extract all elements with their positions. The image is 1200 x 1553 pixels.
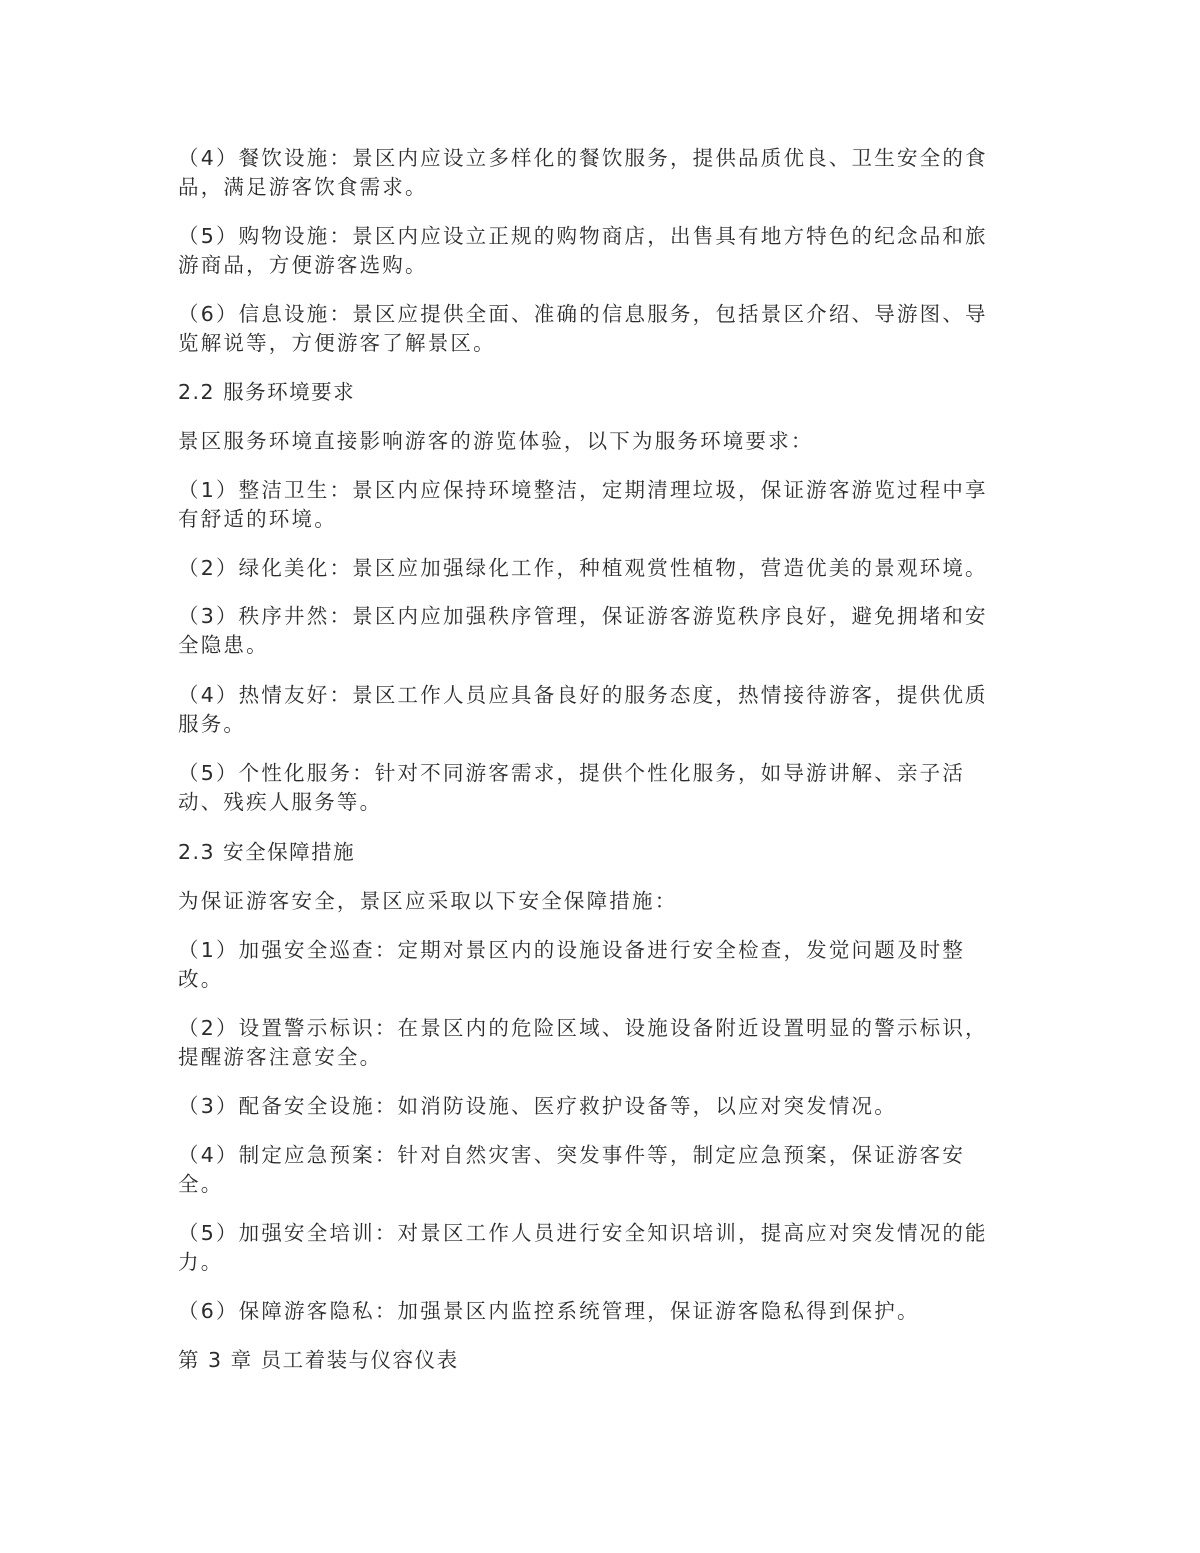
paragraph-safety-training-line-2: 力。	[178, 1250, 224, 1274]
paragraph-patrol-line-1: （1）加强安全巡查：定期对景区内的设施设备进行安全检查，发觉问题及时整	[178, 938, 966, 962]
paragraph-greening: （2）绿化美化：景区应加强绿化工作，种植观赏性植物，营造优美的景观环境。	[178, 556, 988, 580]
paragraph-warning-signs-line-2: 提醒游客注意安全。	[178, 1045, 383, 1069]
paragraph-friendly-line-1: （4）热情友好：景区工作人员应具备良好的服务态度，热情接待游客，提供优质	[178, 683, 988, 707]
paragraph-order-line-2: 全隐患。	[178, 633, 269, 657]
paragraph-shopping-line-1: （5）购物设施：景区内应设立正规的购物商店，出售具有地方特色的纪念品和旅	[178, 224, 988, 248]
paragraph-emergency-plan-line-2: 全。	[178, 1172, 224, 1196]
paragraph-safety-intro: 为保证游客安全，景区应采取以下安全保障措施：	[178, 889, 678, 913]
paragraph-patrol-line-2: 改。	[178, 967, 224, 991]
paragraph-warning-signs-line-1: （2）设置警示标识：在景区内的危险区域、设施设备附近设置明显的警示标识，	[178, 1016, 988, 1040]
paragraph-cleanliness-line-1: （1）整洁卫生：景区内应保持环境整洁，定期清理垃圾，保证游客游览过程中享	[178, 478, 988, 502]
paragraph-service-env-intro: 景区服务环境直接影响游客的游览体验，以下为服务环境要求：	[178, 429, 814, 453]
paragraph-info-line-2: 览解说等，方便游客了解景区。	[178, 331, 496, 355]
paragraph-dining-line-2: 品，满足游客饮食需求。	[178, 175, 428, 199]
section-heading-2-3: 2.3 安全保障措施	[178, 840, 356, 864]
paragraph-safety-training-line-1: （5）加强安全培训：对景区工作人员进行安全知识培训，提高应对突发情况的能	[178, 1221, 988, 1245]
paragraph-safety-equipment: （3）配备安全设施：如消防设施、医疗救护设备等，以应对突发情况。	[178, 1094, 897, 1118]
paragraph-privacy: （6）保障游客隐私：加强景区内监控系统管理，保证游客隐私得到保护。	[178, 1299, 920, 1323]
paragraph-friendly-line-2: 服务。	[178, 712, 247, 736]
paragraph-order-line-1: （3）秩序井然：景区内应加强秩序管理，保证游客游览秩序良好，避免拥堵和安	[178, 604, 988, 628]
paragraph-personalized-line-1: （5）个性化服务：针对不同游客需求，提供个性化服务，如导游讲解、亲子活	[178, 761, 966, 785]
paragraph-emergency-plan-line-1: （4）制定应急预案：针对自然灾害、突发事件等，制定应急预案，保证游客安	[178, 1143, 966, 1167]
paragraph-shopping-line-2: 游商品，方便游客选购。	[178, 253, 428, 277]
paragraph-personalized-line-2: 动、残疾人服务等。	[178, 790, 383, 814]
paragraph-dining-line-1: （4）餐饮设施：景区内应设立多样化的餐饮服务，提供品质优良、卫生安全的食	[178, 146, 988, 170]
section-heading-2-2: 2.2 服务环境要求	[178, 380, 356, 404]
paragraph-cleanliness-line-2: 有舒适的环境。	[178, 507, 337, 531]
chapter-heading-3: 第 3 章 员工着装与仪容仪表	[178, 1348, 459, 1372]
paragraph-info-line-1: （6）信息设施：景区应提供全面、准确的信息服务，包括景区介绍、导游图、导	[178, 302, 988, 326]
